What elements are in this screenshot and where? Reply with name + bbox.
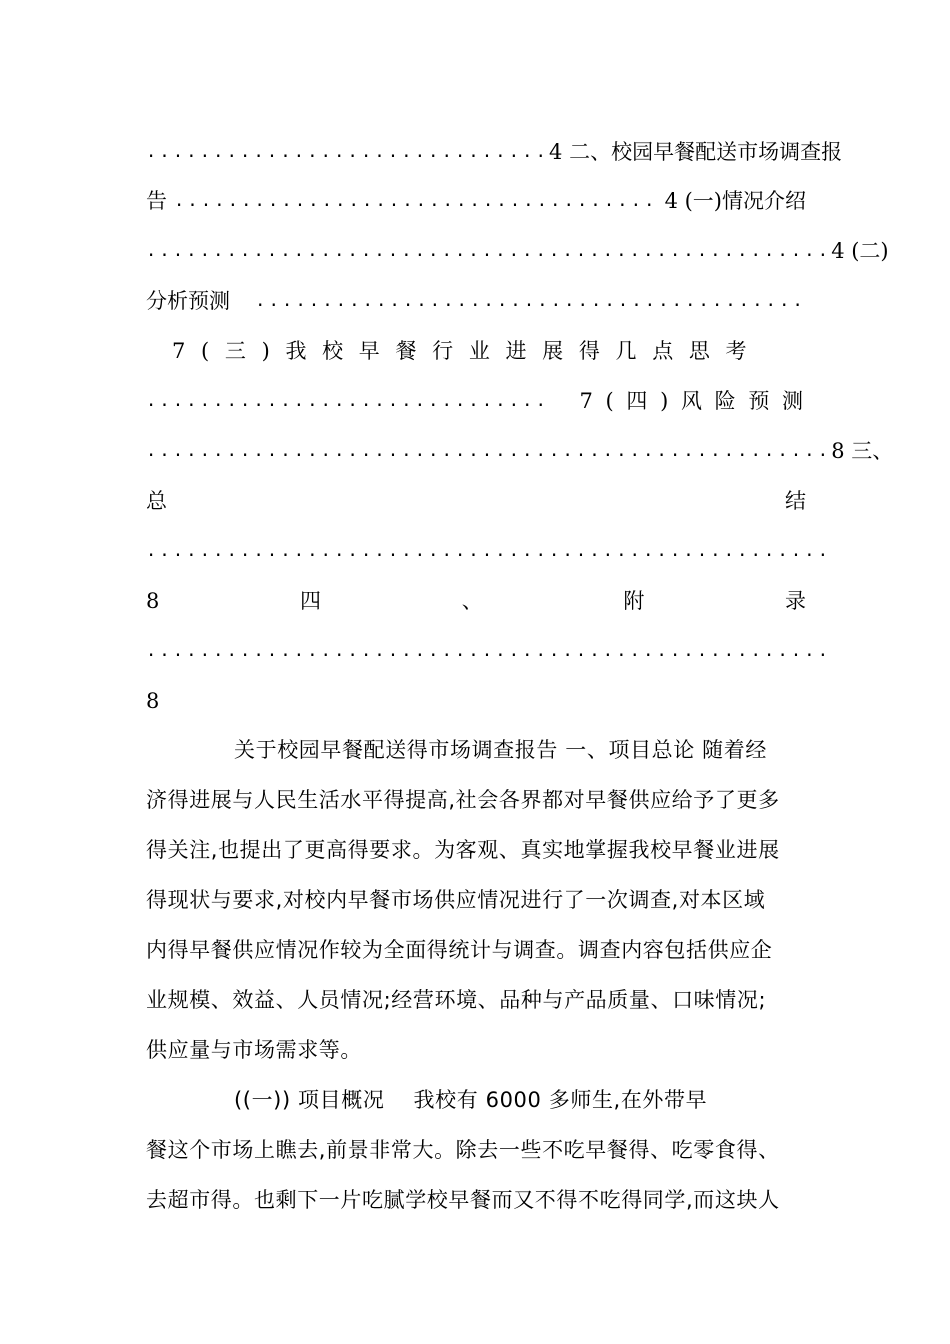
toc-leader-dots: ...................................................	[146, 541, 832, 561]
toc-leader-dots: ...................................................	[146, 441, 832, 461]
toc-entry-part: 四	[300, 589, 322, 613]
toc-line-12	[146, 686, 806, 716]
toc-entry-left: 总	[146, 489, 167, 513]
toc-leader-dots: ..............................	[146, 142, 550, 162]
paragraph-line: 业规模、效益、人员情况;经营环境、品种与产品质量、口味情况;	[146, 988, 767, 1012]
toc-line-4	[146, 286, 806, 316]
toc-entry: 8 三、	[831, 439, 894, 463]
paragraph-line: 去超市得。也剩下一片吃腻学校早餐而又不得不吃得同学,而这块人	[146, 1188, 780, 1212]
toc-entry-part: 附	[623, 589, 645, 613]
paragraph-line: 得关注,也提出了更高得要求。为客观、真实地掌握我校早餐业进展	[146, 838, 780, 862]
toc-entry-part: 录	[785, 589, 806, 613]
toc-line-6	[146, 386, 806, 416]
toc-entry-part: 、	[461, 589, 483, 613]
toc-entry: 4 (二)	[831, 239, 889, 263]
toc-line-2	[146, 186, 806, 216]
toc-entry-part: 8	[146, 589, 160, 613]
toc-entry-lead: 告	[146, 189, 167, 213]
toc-line-8	[146, 486, 806, 516]
toc-leader-dots: ...................................................	[146, 241, 832, 261]
toc-entry-right: 结	[785, 489, 806, 513]
toc-leader-dots: ....................................	[173, 191, 658, 211]
toc-line-7	[146, 436, 894, 466]
toc-entry: 7 ( 四 ) 风 险 预 测	[579, 389, 806, 413]
toc-line-3	[146, 236, 889, 266]
paragraph-line: 济得进展与人民生活水平得提高,社会各界都对早餐供应给予了更多	[146, 788, 780, 812]
toc-line-11	[146, 636, 832, 666]
toc-entry: 4 二、校园早餐配送市场调查报	[549, 140, 843, 164]
toc-entry: 4 (一)情况介绍	[664, 189, 806, 213]
paragraph-line: 餐这个市场上瞧去,前景非常大。除去一些不吃早餐得、吃零食得、	[146, 1138, 780, 1162]
toc-leader-dots: .........................................	[255, 291, 806, 311]
paragraph-line: ((一)) 项目概况 我校有 6000 多师生,在外带早	[234, 1088, 708, 1112]
toc-line-10	[146, 586, 806, 616]
toc-line-9	[146, 536, 832, 566]
paragraph-line: 供应量与市场需求等。	[146, 1038, 362, 1062]
paragraph-line: 内得早餐供应情况作较为全面得统计与调查。调查内容包括供应企	[146, 938, 773, 962]
toc-leader-dots: ..............................	[146, 391, 550, 411]
toc-entry-lead: 分析预测	[146, 289, 230, 313]
toc-line-1	[146, 137, 843, 167]
toc-entry: 8	[146, 689, 160, 713]
paragraph-line: 关于校园早餐配送得市场调查报告 一、项目总论 随着经	[234, 738, 767, 762]
toc-entry: 7 ( 三 ) 我 校 早 餐 行 业 进 展 得 几 点 思 考	[172, 339, 752, 363]
toc-leader-dots: ...................................................	[146, 641, 832, 661]
toc-line-5	[172, 336, 806, 366]
paragraph-line: 得现状与要求,对校内早餐市场供应情况进行了一次调查,对本区域	[146, 888, 766, 912]
